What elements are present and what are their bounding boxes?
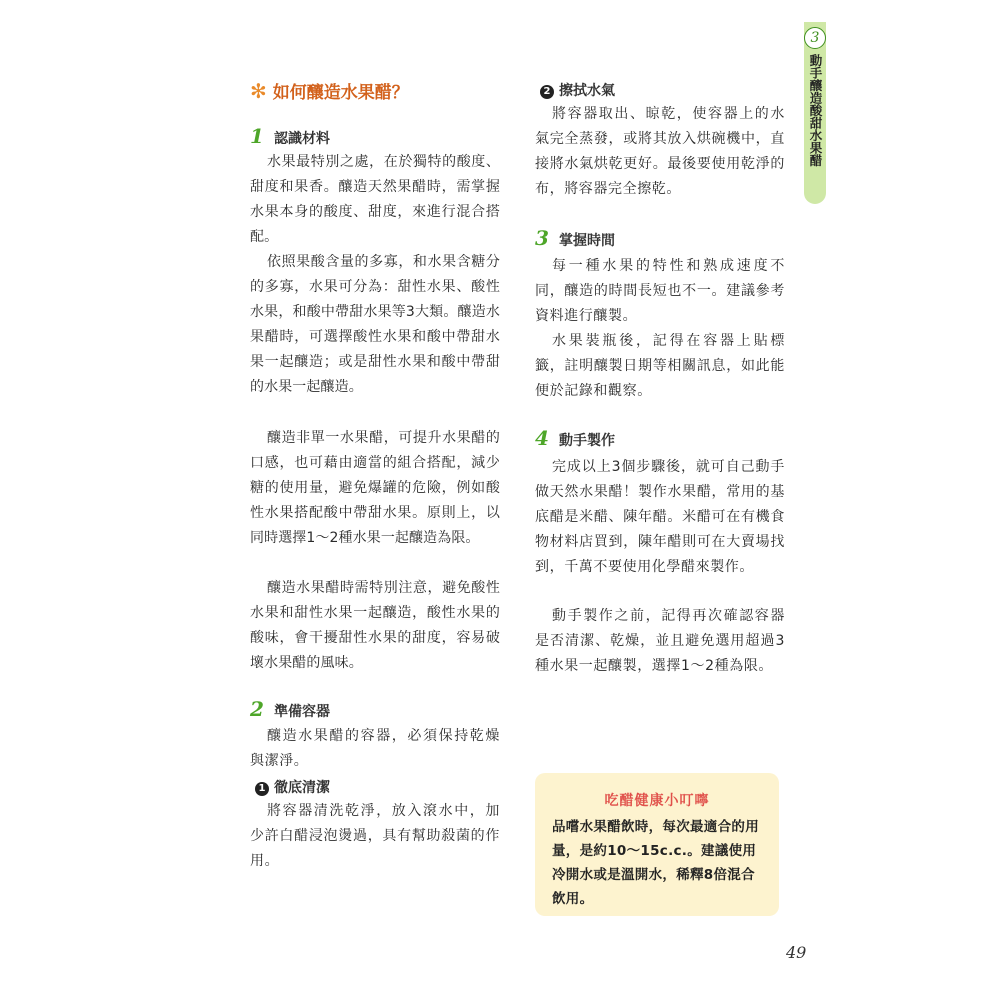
section-1-paragraph: 水果最特別之處，在於獨特的酸度、甜度和果香。釀造天然果醋時，需掌握水果本身的酸度、甜度，來進行混合搭配。: [250, 154, 500, 245]
section-2-title: [250, 697, 330, 721]
page-number: 49: [786, 943, 807, 962]
step-1-title: [255, 777, 330, 797]
chapter-title: 動手釀造酸甜水果醋: [808, 54, 823, 167]
tip-box-text: 品嚐水果醋飲時，每次最適合的用量，是約10～15c.c.。建議使用冷開水或是溫開水，稀釋8倍混合飲用。: [552, 819, 759, 907]
section-4-title-text: 動手製作: [559, 433, 615, 449]
section-2-intro: 釀造水果醋的容器，必須保持乾燥與潔淨。: [250, 728, 500, 769]
section-1-number: 1: [250, 124, 264, 148]
step-1-title-text: 徹底清潔: [274, 780, 330, 796]
section-3-title: [535, 226, 615, 250]
step-2-title-text: 擦拭水氣: [559, 83, 615, 99]
step-1-marker: 1: [255, 782, 269, 796]
flower-icon: ✻: [250, 79, 267, 103]
page-heading-text: 如何釀造水果醋？: [272, 83, 409, 103]
tip-box-title: 吃醋健康小叮嚀: [604, 793, 710, 809]
section-2-number: 2: [250, 697, 264, 721]
section-3-title-text: 掌握時間: [559, 233, 615, 249]
section-4-number: 4: [535, 426, 549, 450]
section-1-title: [250, 124, 330, 148]
section-4-paragraph: 完成以上3個步驟後，就可自己動手做天然水果醋！製作水果醋，常用的基底醋是米醋、陳年醋。米醋可在有機食物材料店買到，陳年醋則可在大賣場找到，千萬不要使用化學醋來製作。: [535, 459, 785, 575]
chapter-tab: [804, 22, 826, 204]
section-3-paragraph: 水果裝瓶後，記得在容器上貼標籤，註明釀製日期等相關訊息，如此能便於記錄和觀察。: [535, 333, 785, 399]
section-1-paragraph: 依照果酸含量的多寡，和水果含糖分的多寡，水果可分為：甜性水果、酸性水果，和酸中帶甜水果等3大類。釀造水果醋時，可選擇酸性水果和酸中帶甜水果一起釀造；或是甜性水果和酸中帶甜的水果一起釀造。: [250, 254, 500, 395]
section-1-title-text: 認識材料: [274, 131, 330, 147]
section-1-paragraph: 釀造水果醋時需特別注意，避免酸性水果和甜性水果一起釀造，酸性水果的酸味，會干擾甜性水果的甜度，容易破壞水果醋的風味。: [250, 580, 500, 671]
step-2-text: 將容器取出、晾乾，使容器上的水氣完全蒸發，或將其放入烘碗機中，直接將水氣烘乾更好。最後要使用乾淨的布，將容器完全擦乾。: [535, 106, 785, 197]
tip-box: [535, 773, 779, 916]
section-3-paragraph: 每一種水果的特性和熟成速度不同，釀造的時間長短也不一。建議參考資料進行釀製。: [535, 258, 785, 324]
section-4-paragraph: 動手製作之前，記得再次確認容器是否清潔、乾燥，並且避免選用超過3種水果一起釀製，選擇1～2種為限。: [535, 608, 785, 674]
step-1-text: 將容器清洗乾淨，放入滾水中，加少許白醋浸泡燙過，具有幫助殺菌的作用。: [250, 803, 500, 869]
chapter-number: 3: [804, 27, 826, 49]
section-1-paragraph: 釀造非單一水果醋，可提升水果醋的口感，也可藉由適當的組合搭配，減少糖的使用量，避免爆罐的危險，例如酸性水果搭配酸中帶甜水果。原則上，以同時選擇1～2種水果一起釀造為限。: [250, 430, 500, 546]
section-4-title: [535, 426, 615, 450]
page-heading: [250, 78, 409, 103]
step-2-title: [540, 80, 615, 100]
section-2-title-text: 準備容器: [274, 704, 330, 720]
step-2-marker: 2: [540, 85, 554, 99]
section-3-number: 3: [535, 226, 549, 250]
